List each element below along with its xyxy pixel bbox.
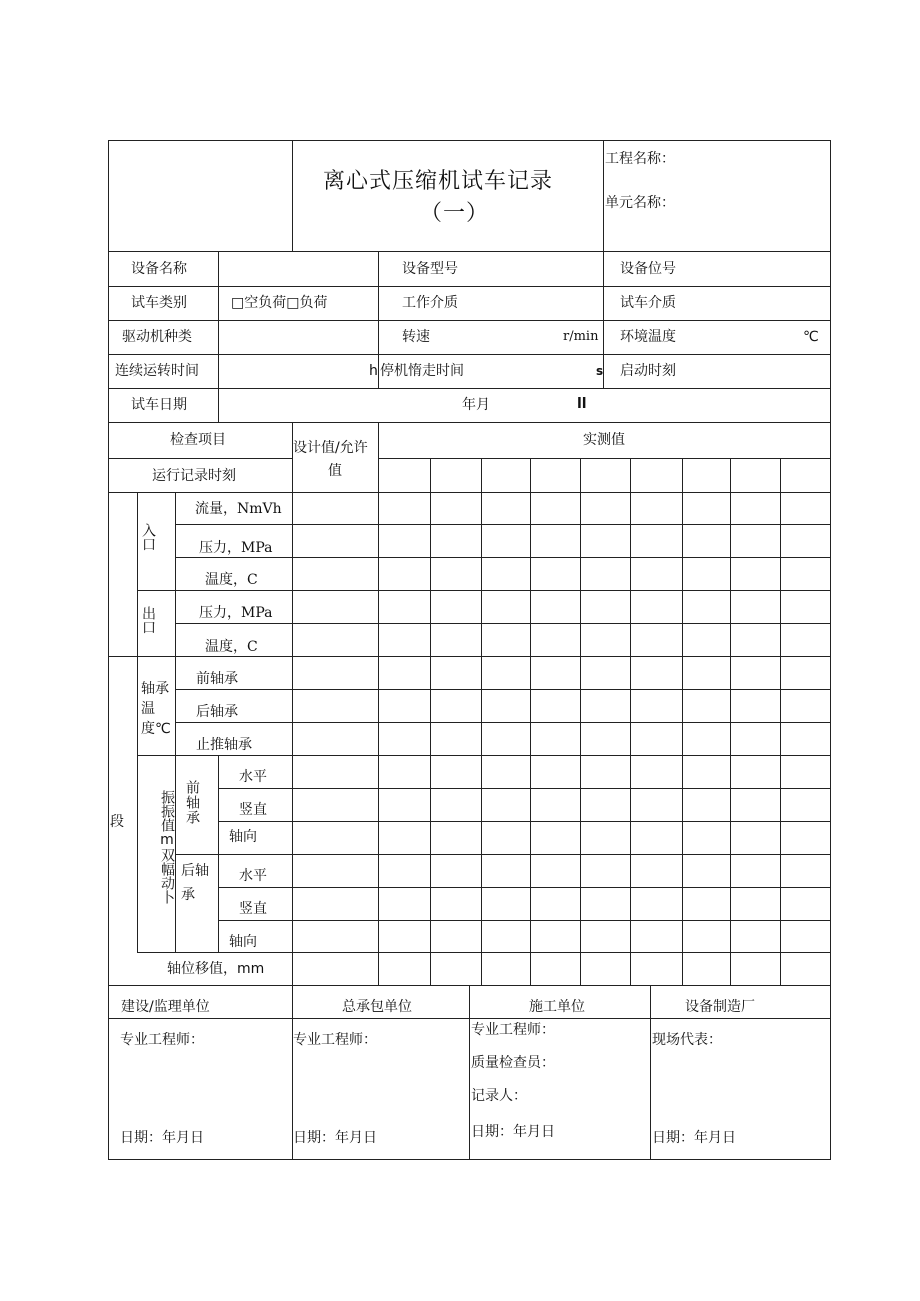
equipment-position-label: 设备位号 <box>620 261 676 277</box>
working-medium-label: 工作介质 <box>402 295 458 311</box>
coast-time-unit: s <box>596 364 604 378</box>
owner-engineer-label: 专业工程师： <box>120 1032 204 1048</box>
inlet-flow-label: 流量，NmVh <box>195 501 282 517</box>
rear-bearing-temp-label: 后轴承 <box>196 704 238 720</box>
front-bearing-temp-label: 前轴承 <box>196 671 238 687</box>
axial-displacement-label: 轴位移值，mm <box>167 961 265 977</box>
ambient-temp-unit: ℃ <box>803 329 819 345</box>
design-value-header-1: 设计值/允许 <box>293 440 368 456</box>
bearing-temp-label: 轴承温度℃ <box>141 681 171 737</box>
ambient-temp-label: 环境温度 <box>620 329 676 345</box>
section-label: 段 <box>110 814 124 830</box>
design-value-header-2: 值 <box>328 463 342 479</box>
construction-header: 施工单位 <box>529 999 585 1015</box>
run-time-unit: h <box>369 363 378 379</box>
equipment-name-label: 设备名称 <box>131 261 187 277</box>
owner-date-label: 日期：年月日 <box>120 1130 204 1146</box>
construction-engineer-label: 专业工程师： <box>471 1022 555 1038</box>
rear-bearing-vibration-label: 后轴承 <box>181 863 209 903</box>
rear-axial-label: 轴向 <box>229 934 257 950</box>
front-bearing-vibration-label: 前轴承 <box>184 780 200 825</box>
front-vertical-label: 竖直 <box>239 802 267 818</box>
rear-horizontal-label: 水平 <box>239 868 267 884</box>
continuous-run-time-label: 连续运转时间 <box>115 363 199 379</box>
gc-date-label: 日期：年月日 <box>293 1130 377 1146</box>
check-items-header: 检查项目 <box>170 432 226 448</box>
construction-date-label: 日期：年月日 <box>471 1124 555 1140</box>
general-contractor-header: 总承包单位 <box>342 999 412 1015</box>
start-time-label: 启动时刻 <box>620 363 676 379</box>
form-title: 离心式压缩机试车记录 <box>323 169 554 194</box>
project-name-label: 工程名称： <box>605 151 675 167</box>
test-type-label: 试车类别 <box>131 295 187 311</box>
quality-inspector-label: 质量检查员： <box>471 1055 555 1071</box>
test-date-value: 年月 <box>462 397 490 413</box>
driver-type-label: 驱动机种类 <box>122 329 192 345</box>
test-medium-label: 试车介质 <box>620 295 676 311</box>
unit-name-label: 单元名称： <box>605 195 675 211</box>
manufacturer-date-label: 日期：年月日 <box>652 1130 736 1146</box>
outlet-temperature-label: 温度，C <box>205 639 258 655</box>
recorder-label: 记录人： <box>471 1088 527 1104</box>
inlet-pressure-label: 压力，MPa <box>199 540 273 556</box>
test-date-suffix: ll <box>577 396 587 412</box>
outlet-label: 出口 <box>140 606 156 634</box>
owner-header: 建设/监理单位 <box>121 999 210 1015</box>
test-date-label: 试车日期 <box>131 397 187 413</box>
inlet-temperature-label: 温度，C <box>205 572 258 588</box>
equipment-model-label: 设备型号 <box>402 261 458 277</box>
outlet-pressure-label: 压力，MPa <box>199 605 273 621</box>
inlet-label: 入口 <box>140 523 156 551</box>
manufacturer-header: 设备制造厂 <box>685 999 755 1015</box>
coast-time-label: 停机惰走时间 <box>380 363 464 379</box>
front-axial-label: 轴向 <box>229 829 257 845</box>
vibration-label: 振振值m双幅动卜 <box>159 790 175 904</box>
front-horizontal-label: 水平 <box>239 769 267 785</box>
run-record-time-header: 运行记录时刻 <box>152 468 236 484</box>
measured-value-header: 实测值 <box>583 432 625 448</box>
site-rep-label: 现场代表： <box>652 1032 722 1048</box>
form-subtitle: （一） <box>420 201 490 226</box>
speed-label: 转速 <box>402 329 430 345</box>
gc-engineer-label: 专业工程师： <box>293 1032 377 1048</box>
test-type-options[interactable]: □空负荷□负荷 <box>231 295 328 311</box>
rear-vertical-label: 竖直 <box>239 901 267 917</box>
thrust-bearing-temp-label: 止推轴承 <box>196 737 252 753</box>
speed-unit: r/min <box>563 329 599 344</box>
